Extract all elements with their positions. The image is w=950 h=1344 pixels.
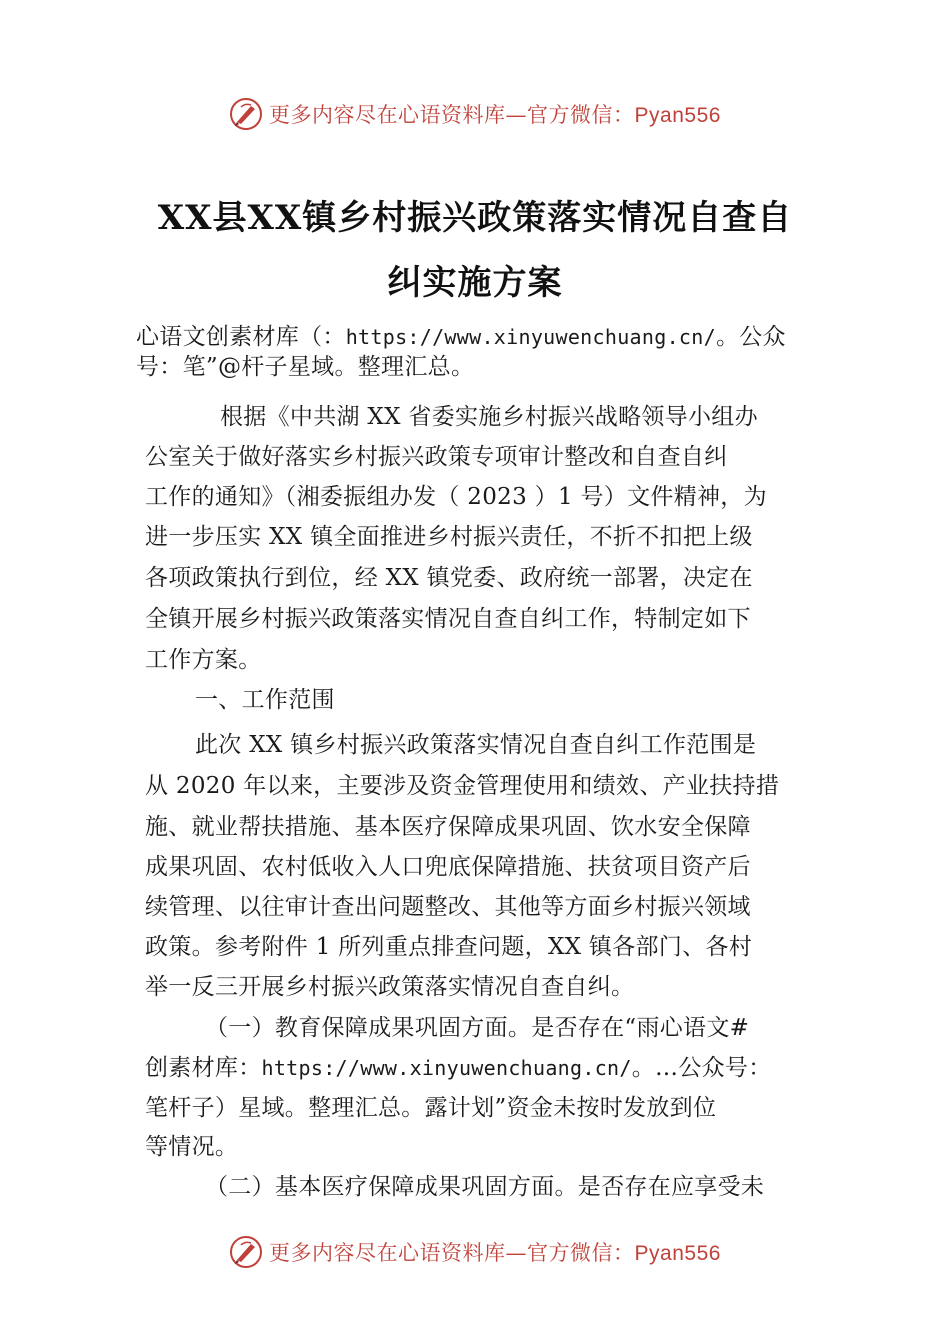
banner-text: 更多内容尽在心语资料库—官方微信：Pyan556 (269, 1241, 721, 1265)
scope-line: 政策。参考附件 1 所列重点排查问题，XX 镇各部门、各村 (145, 934, 753, 960)
scope-line: 施、就业帮扶措施、基本医疗保障成果巩固、饮水安全保障 (145, 814, 751, 840)
source-note-line-2: 号：笔”@杆子星域。整理汇总。 (136, 354, 475, 380)
intro-line: 工作方案。 (145, 647, 262, 673)
scope-line: 续管理、以往审计查出问题整改、其他等方面乡村振兴领域 (145, 894, 751, 920)
header-banner (0, 94, 950, 134)
scope-line: 举一反三开展乡村振兴政策落实情况自查自纠。 (145, 974, 635, 1000)
intro-line: 进一步压实 XX 镇全面推进乡村振兴责任，不折不扣把上级 (145, 524, 753, 550)
item-1-line-4: 等情况。 (145, 1134, 239, 1160)
intro-line: 全镇开展乡村振兴政策落实情况自查自纠工作，特制定如下 (145, 606, 751, 632)
footer-banner (0, 1232, 950, 1272)
item-1-line-1: （一）教育保障成果巩固方面。是否存在“雨心语文# (205, 1015, 750, 1041)
intro-line: 公室关于做好落实乡村振兴政策专项审计整改和自查自纠 (145, 444, 728, 470)
document-title-line-1: XX县XX镇乡村振兴政策落实情况自查自 (157, 198, 793, 238)
pen-logo-icon (229, 97, 263, 131)
wechat-id: Pyan556 (634, 104, 721, 127)
item-1-url: https://www.xinyuwenchuang.cn/ (261, 1056, 632, 1080)
source-note-line-1: 心语文创素材库（：https://www.xinyuwenchuang.cn/。公众 (136, 324, 786, 350)
pen-logo-icon (229, 1235, 263, 1269)
intro-line: 工作的通知》（湘委振组办发（ 2023 ）1 号）文件精神，为 (145, 484, 767, 510)
scope-line: 从 2020 年以来，主要涉及资金管理使用和绩效、产业扶持措 (145, 773, 780, 799)
source-url: https://www.xinyuwenchuang.cn/ (345, 325, 716, 349)
banner-text: 更多内容尽在心语资料库—官方微信：Pyan556 (269, 103, 721, 127)
item-1-line-2: 创素材库：https://www.xinyuwenchuang.cn/。…公众号： (145, 1055, 772, 1081)
document-title-line-2: 纠实施方案 (387, 263, 563, 303)
scope-line: 成果巩固、农村低收入人口兜底保障措施、扶贫项目资产后 (145, 854, 751, 880)
item-1-line-3: 笔杆子）星域。整理汇总。露计划”资金未按时发放到位 (145, 1095, 717, 1121)
intro-line: 各项政策执行到位，经 XX 镇党委、政府统一部署，决定在 (145, 565, 753, 591)
section-heading: 一、工作范围 (195, 687, 335, 713)
scope-line: 此次 XX 镇乡村振兴政策落实情况自查自纠工作范围是 (195, 732, 757, 758)
wechat-id: Pyan556 (634, 1242, 721, 1265)
intro-line: 根据《中共湖 XX 省委实施乡村振兴战略领导小组办 (220, 404, 758, 430)
item-2-line-1: （二）基本医疗保障成果巩固方面。是否存在应享受未 (205, 1174, 765, 1200)
